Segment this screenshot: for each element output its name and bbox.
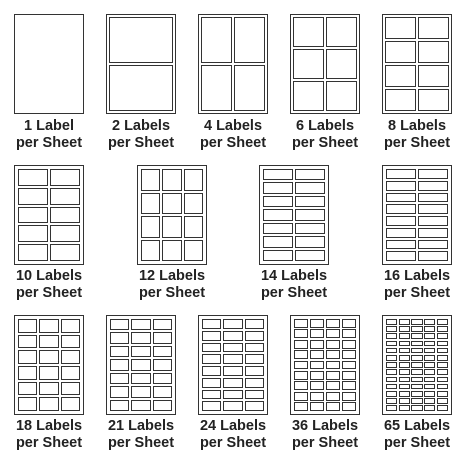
label-cell xyxy=(342,350,356,359)
label-cell xyxy=(411,377,422,383)
label-cell xyxy=(131,400,150,411)
label-cell xyxy=(418,204,448,214)
label-cell xyxy=(437,326,448,332)
label-cell xyxy=(18,319,37,333)
label-cell xyxy=(39,366,58,380)
label-cell xyxy=(326,49,357,79)
label-cell xyxy=(162,193,181,215)
label-cell xyxy=(386,216,416,226)
label-cell xyxy=(153,386,172,397)
label-cell xyxy=(424,348,435,354)
label-sheet-3 xyxy=(198,14,268,114)
label-cell xyxy=(342,340,356,349)
label-cell xyxy=(50,244,80,261)
label-cell xyxy=(418,228,448,238)
label-cell xyxy=(437,333,448,339)
label-cell xyxy=(18,397,37,411)
label-cell xyxy=(184,216,203,238)
label-cell xyxy=(326,17,357,47)
label-cell xyxy=(110,332,129,343)
label-cell xyxy=(223,331,242,341)
label-cell xyxy=(385,17,416,39)
label-cell xyxy=(263,223,293,234)
label-cell xyxy=(418,193,448,203)
label-cell xyxy=(184,193,203,215)
label-cell xyxy=(418,251,448,261)
label-cell xyxy=(418,216,448,226)
label-sheet-13 xyxy=(290,315,360,415)
caption-count: 16 Labels xyxy=(383,268,451,284)
label-cell xyxy=(162,169,181,191)
label-cell xyxy=(386,369,397,375)
label-cell xyxy=(411,326,422,332)
label-cell xyxy=(184,169,203,191)
label-cell xyxy=(223,319,242,329)
label-cell xyxy=(424,319,435,325)
label-cell xyxy=(110,359,129,370)
label-sheet-9 xyxy=(382,165,452,265)
label-cell xyxy=(295,236,325,247)
label-cell xyxy=(141,169,160,191)
label-cell xyxy=(424,377,435,383)
label-cell xyxy=(310,402,324,411)
label-cell xyxy=(310,381,324,390)
label-cell xyxy=(437,377,448,383)
label-cell xyxy=(50,207,80,224)
label-cell xyxy=(131,319,150,330)
label-cell xyxy=(293,81,324,111)
label-cell xyxy=(223,390,242,400)
label-cell xyxy=(202,343,221,353)
label-cell xyxy=(399,384,410,390)
label-cell xyxy=(399,341,410,347)
label-cell xyxy=(326,392,340,401)
label-cell xyxy=(110,346,129,357)
label-cell xyxy=(326,402,340,411)
label-cell xyxy=(223,343,242,353)
label-cell xyxy=(386,326,397,332)
label-cell xyxy=(342,361,356,370)
label-cell xyxy=(424,362,435,368)
label-cell xyxy=(411,333,422,339)
label-cell xyxy=(310,319,324,328)
label-cell xyxy=(109,17,173,63)
label-cell xyxy=(223,354,242,364)
label-cell xyxy=(411,348,422,354)
label-cell xyxy=(399,333,410,339)
label-cell xyxy=(418,169,448,179)
caption-per-sheet: per Sheet xyxy=(291,135,359,151)
caption-count: 12 Labels xyxy=(138,268,206,284)
label-cell xyxy=(18,169,48,186)
label-cell xyxy=(399,369,410,375)
label-cell xyxy=(424,405,435,411)
label-cell xyxy=(245,401,264,411)
label-cell xyxy=(418,240,448,250)
label-cell xyxy=(418,181,448,191)
label-cell xyxy=(61,335,80,349)
label-cell xyxy=(411,341,422,347)
label-cell xyxy=(245,378,264,388)
label-cell xyxy=(50,169,80,186)
label-cell xyxy=(141,216,160,238)
label-cell xyxy=(153,359,172,370)
label-cell xyxy=(326,361,340,370)
label-cell xyxy=(437,398,448,404)
label-cell xyxy=(399,319,410,325)
label-cell xyxy=(326,381,340,390)
label-cell xyxy=(39,335,58,349)
label-cell xyxy=(386,251,416,261)
caption-count: 36 Labels xyxy=(291,418,359,434)
label-cell xyxy=(418,17,449,39)
label-cell xyxy=(411,362,422,368)
label-cell xyxy=(50,225,80,242)
sheet-caption xyxy=(357,268,465,302)
label-cell xyxy=(141,193,160,215)
label-cell xyxy=(202,390,221,400)
label-cell xyxy=(223,401,242,411)
label-cell xyxy=(342,381,356,390)
label-cell xyxy=(411,319,422,325)
label-cell xyxy=(110,400,129,411)
label-cell xyxy=(110,319,129,330)
label-cell xyxy=(263,196,293,207)
caption-per-sheet: per Sheet xyxy=(199,135,267,151)
sheet-caption xyxy=(0,268,109,302)
label-cell xyxy=(386,377,397,383)
label-cell xyxy=(184,240,203,262)
label-cell xyxy=(294,329,308,338)
label-cell xyxy=(293,49,324,79)
label-cell xyxy=(18,350,37,364)
label-cell xyxy=(18,244,48,261)
label-cell xyxy=(245,331,264,341)
label-cell xyxy=(342,319,356,328)
label-sheet-12 xyxy=(198,315,268,415)
label-cell xyxy=(39,397,58,411)
caption-count: 14 Labels xyxy=(260,268,328,284)
label-cell xyxy=(399,405,410,411)
caption-per-sheet: per Sheet xyxy=(15,435,83,451)
label-cell xyxy=(245,366,264,376)
label-cell xyxy=(326,371,340,380)
label-cell xyxy=(263,182,293,193)
label-cell xyxy=(411,398,422,404)
caption-count: 21 Labels xyxy=(107,418,175,434)
label-cell xyxy=(386,348,397,354)
label-cell xyxy=(424,326,435,332)
label-cell xyxy=(162,240,181,262)
label-cell xyxy=(310,329,324,338)
label-cell xyxy=(310,371,324,380)
label-cell xyxy=(386,362,397,368)
label-cell xyxy=(386,204,416,214)
label-cell xyxy=(399,398,410,404)
label-cell xyxy=(310,392,324,401)
label-cell xyxy=(202,331,221,341)
label-cell xyxy=(263,209,293,220)
caption-count: 1 Label xyxy=(24,118,74,134)
label-cell xyxy=(326,329,340,338)
label-cell xyxy=(263,250,293,261)
label-cell xyxy=(162,216,181,238)
label-cell xyxy=(153,319,172,330)
label-cell xyxy=(310,350,324,359)
caption-per-sheet: per Sheet xyxy=(383,135,451,151)
label-cell xyxy=(437,355,448,361)
label-sheet-5 xyxy=(382,14,452,114)
label-cell xyxy=(386,169,416,179)
label-cell xyxy=(418,65,449,87)
sheet-caption xyxy=(357,118,465,152)
label-cell xyxy=(326,81,357,111)
label-cell xyxy=(223,378,242,388)
label-cell xyxy=(437,405,448,411)
label-cell xyxy=(295,209,325,220)
label-cell xyxy=(310,340,324,349)
label-cell xyxy=(245,319,264,329)
caption-count: 10 Labels xyxy=(15,268,83,284)
label-cell xyxy=(295,223,325,234)
label-cell xyxy=(424,391,435,397)
label-cell xyxy=(411,369,422,375)
label-cell xyxy=(437,369,448,375)
label-cell xyxy=(50,188,80,205)
label-cell xyxy=(342,329,356,338)
sheet-caption xyxy=(112,268,232,302)
label-cell xyxy=(294,392,308,401)
label-cell xyxy=(424,398,435,404)
label-cell xyxy=(202,354,221,364)
label-cell xyxy=(153,332,172,343)
label-cell xyxy=(411,355,422,361)
label-cell xyxy=(294,361,308,370)
label-sheet-10 xyxy=(14,315,84,415)
label-cell xyxy=(326,319,340,328)
label-cell xyxy=(263,169,293,180)
label-cell xyxy=(294,350,308,359)
caption-per-sheet: per Sheet xyxy=(15,285,83,301)
label-cell xyxy=(385,41,416,63)
label-cell xyxy=(437,348,448,354)
label-cell xyxy=(424,341,435,347)
label-cell xyxy=(424,369,435,375)
label-cell xyxy=(386,384,397,390)
label-cell xyxy=(294,371,308,380)
caption-count: 24 Labels xyxy=(199,418,267,434)
label-cell xyxy=(386,398,397,404)
label-cell xyxy=(18,188,48,205)
label-cell xyxy=(202,319,221,329)
label-cell xyxy=(386,391,397,397)
label-cell xyxy=(202,378,221,388)
label-sheet-7 xyxy=(137,165,207,265)
caption-per-sheet: per Sheet xyxy=(138,285,206,301)
label-cell xyxy=(386,341,397,347)
label-cell xyxy=(131,332,150,343)
caption-per-sheet: per Sheet xyxy=(291,435,359,451)
label-cell xyxy=(385,89,416,111)
caption-count: 6 Labels xyxy=(295,118,355,134)
label-cell xyxy=(110,373,129,384)
label-cell xyxy=(131,386,150,397)
caption-per-sheet: per Sheet xyxy=(260,285,328,301)
label-sheet-8 xyxy=(259,165,329,265)
label-cell xyxy=(326,340,340,349)
caption-count: 8 Labels xyxy=(387,118,447,134)
caption-per-sheet: per Sheet xyxy=(383,285,451,301)
label-cell xyxy=(385,65,416,87)
label-cell xyxy=(437,362,448,368)
caption-count: 18 Labels xyxy=(15,418,83,434)
label-cell xyxy=(295,196,325,207)
label-cell xyxy=(399,355,410,361)
label-cell xyxy=(39,319,58,333)
label-cell xyxy=(386,355,397,361)
label-cell xyxy=(386,319,397,325)
label-cell xyxy=(293,17,324,47)
sheet-caption xyxy=(357,418,465,452)
label-cell xyxy=(295,182,325,193)
label-cell xyxy=(131,373,150,384)
label-cell xyxy=(295,250,325,261)
label-cell xyxy=(437,391,448,397)
label-cell xyxy=(39,350,58,364)
label-cell xyxy=(399,391,410,397)
label-cell xyxy=(342,371,356,380)
label-cell xyxy=(418,41,449,63)
label-cell xyxy=(61,366,80,380)
label-cell xyxy=(411,384,422,390)
sheet-caption xyxy=(234,268,354,302)
label-cell xyxy=(326,350,340,359)
label-cell xyxy=(386,240,416,250)
label-cell xyxy=(386,193,416,203)
label-cell xyxy=(399,377,410,383)
label-cell xyxy=(342,392,356,401)
label-cell xyxy=(201,17,232,63)
label-cell xyxy=(437,341,448,347)
label-cell xyxy=(295,169,325,180)
label-cell xyxy=(294,319,308,328)
label-cell xyxy=(437,319,448,325)
label-cell xyxy=(18,366,37,380)
label-sheet-6 xyxy=(14,165,84,265)
label-cell xyxy=(411,391,422,397)
label-sheet-4 xyxy=(290,14,360,114)
label-cell xyxy=(424,355,435,361)
label-cell xyxy=(386,181,416,191)
label-cell xyxy=(342,402,356,411)
label-cell xyxy=(61,382,80,396)
label-cell xyxy=(437,384,448,390)
label-cell xyxy=(18,335,37,349)
label-cell xyxy=(310,361,324,370)
label-cell xyxy=(245,343,264,353)
label-cell xyxy=(424,384,435,390)
label-cell xyxy=(61,319,80,333)
label-cell xyxy=(201,65,232,111)
label-sheet-2 xyxy=(106,14,176,114)
label-cell xyxy=(109,65,173,111)
label-cell xyxy=(202,401,221,411)
caption-per-sheet: per Sheet xyxy=(199,435,267,451)
label-cell xyxy=(418,89,449,111)
label-cell xyxy=(131,359,150,370)
caption-count: 65 Labels xyxy=(383,418,451,434)
caption-per-sheet: per Sheet xyxy=(383,435,451,451)
label-cell xyxy=(399,348,410,354)
label-cell xyxy=(18,382,37,396)
label-cell xyxy=(18,207,48,224)
label-cell xyxy=(110,386,129,397)
label-cell xyxy=(234,17,265,63)
label-cell xyxy=(61,350,80,364)
caption-per-sheet: per Sheet xyxy=(15,135,83,151)
label-cell xyxy=(294,340,308,349)
caption-per-sheet: per Sheet xyxy=(107,135,175,151)
label-cell xyxy=(131,346,150,357)
label-sheet-14 xyxy=(382,315,452,415)
label-cell xyxy=(153,346,172,357)
label-cell xyxy=(61,397,80,411)
label-cell xyxy=(153,373,172,384)
label-cell xyxy=(263,236,293,247)
caption-count: 4 Labels xyxy=(203,118,263,134)
label-cell xyxy=(39,382,58,396)
label-cell xyxy=(411,405,422,411)
label-cell xyxy=(399,362,410,368)
caption-per-sheet: per Sheet xyxy=(107,435,175,451)
label-cell xyxy=(386,228,416,238)
label-cell xyxy=(386,333,397,339)
label-cell xyxy=(234,65,265,111)
label-cell xyxy=(294,402,308,411)
caption-count: 2 Labels xyxy=(111,118,171,134)
label-cell xyxy=(245,390,264,400)
label-cell xyxy=(294,381,308,390)
label-cell xyxy=(245,354,264,364)
label-cell xyxy=(141,240,160,262)
label-cell xyxy=(223,366,242,376)
label-cell xyxy=(18,225,48,242)
label-cell xyxy=(202,366,221,376)
label-cell xyxy=(424,333,435,339)
label-sheet-1 xyxy=(14,14,84,114)
label-sheet-11 xyxy=(106,315,176,415)
label-cell xyxy=(153,400,172,411)
label-cell xyxy=(386,405,397,411)
label-cell xyxy=(399,326,410,332)
